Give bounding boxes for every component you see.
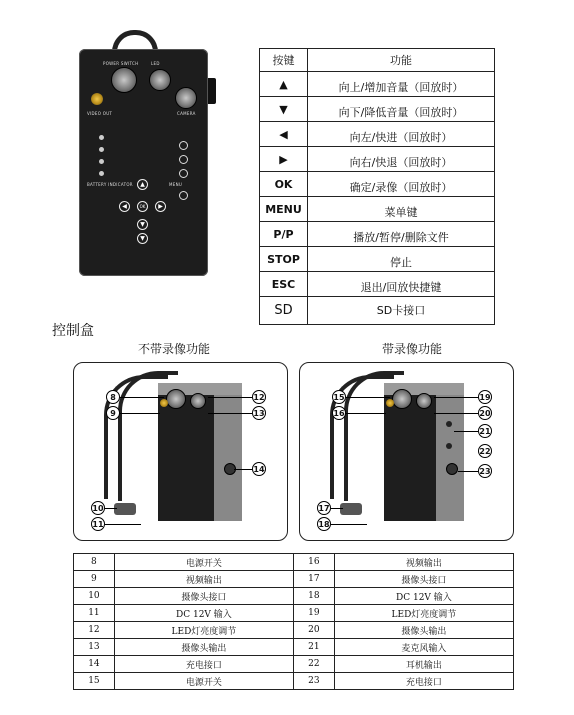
part-number: 23 bbox=[293, 673, 334, 690]
key-cell: MENU bbox=[260, 197, 308, 222]
callout-leader bbox=[234, 469, 252, 470]
camera-connector[interactable] bbox=[175, 87, 197, 109]
mic-input[interactable] bbox=[446, 421, 452, 427]
callout-20: 20 bbox=[478, 406, 492, 420]
control-box-front bbox=[384, 395, 436, 521]
video-out-jack[interactable] bbox=[91, 93, 103, 105]
part-desc: 视频输出 bbox=[114, 571, 293, 588]
part-number: 8 bbox=[74, 554, 115, 571]
callout-leader bbox=[331, 524, 367, 525]
part-number: 15 bbox=[74, 673, 115, 690]
part-desc: 电源开关 bbox=[114, 673, 293, 690]
part-desc: 视频输出 bbox=[334, 554, 513, 571]
subtitle-no-record: 不带录像功能 bbox=[138, 342, 211, 356]
stop-button[interactable] bbox=[179, 155, 188, 164]
callout-15: 15 bbox=[332, 390, 346, 404]
callout-leader bbox=[208, 413, 252, 414]
part-desc: 充电接口 bbox=[114, 656, 293, 673]
pp-button[interactable] bbox=[179, 141, 188, 150]
callout-17: 17 bbox=[317, 501, 331, 515]
callout-leader bbox=[434, 397, 478, 398]
part-number: 16 bbox=[293, 554, 334, 571]
section-title: 控制盒 bbox=[52, 323, 94, 339]
battery-led bbox=[99, 171, 104, 176]
function-cell: 向右/快退（回放时） bbox=[308, 147, 495, 172]
power-knob[interactable] bbox=[111, 67, 137, 93]
callout-leader bbox=[208, 397, 252, 398]
part-desc: 摄像头输出 bbox=[334, 622, 513, 639]
part-number: 22 bbox=[293, 656, 334, 673]
battery-led bbox=[99, 147, 104, 152]
callout-leader bbox=[120, 397, 164, 398]
part-desc: 电源开关 bbox=[114, 554, 293, 571]
control-box-front bbox=[158, 395, 214, 521]
panel-label-camera: CAMERA bbox=[177, 111, 196, 116]
key-cell: SD bbox=[260, 297, 308, 325]
part-desc: 摄像头接口 bbox=[334, 571, 513, 588]
panel-label-battery: BATTERY INDICATOR bbox=[87, 182, 133, 187]
left-button[interactable]: ◀ bbox=[119, 201, 130, 212]
function-cell: 播放/暂停/删除文件 bbox=[308, 222, 495, 247]
panel-label-menu: MENU bbox=[169, 182, 183, 187]
panel-label-led: LED bbox=[151, 61, 160, 66]
power-knob[interactable] bbox=[166, 389, 186, 409]
callout-leader bbox=[458, 471, 478, 472]
earphone-output[interactable] bbox=[446, 443, 452, 449]
callout-16: 16 bbox=[332, 406, 346, 420]
part-desc: LED灯亮度调节 bbox=[334, 605, 513, 622]
callout-12: 12 bbox=[252, 390, 266, 404]
part-desc: 充电接口 bbox=[334, 673, 513, 690]
cable-plug bbox=[114, 503, 136, 515]
function-cell: 确定/录像（回放时） bbox=[308, 172, 495, 197]
key-cell: STOP bbox=[260, 247, 308, 272]
video-out-jack[interactable] bbox=[160, 399, 168, 407]
key-cell: ESC bbox=[260, 272, 308, 297]
part-number: 12 bbox=[74, 622, 115, 639]
key-header: 按键 bbox=[260, 49, 308, 72]
callout-leader bbox=[105, 508, 117, 509]
function-cell: 向下/降低音量（回放时） bbox=[308, 97, 495, 122]
part-number: 18 bbox=[293, 588, 334, 605]
key-cell: ◀ bbox=[260, 122, 308, 147]
function-cell: 菜单键 bbox=[308, 197, 495, 222]
down-button[interactable]: ▼ bbox=[137, 219, 148, 230]
cable-plug bbox=[340, 503, 362, 515]
control-panel-photo bbox=[79, 49, 208, 276]
part-number: 21 bbox=[293, 639, 334, 656]
charge-port[interactable] bbox=[446, 463, 458, 475]
key-cell: ▲ bbox=[260, 72, 308, 97]
part-number: 9 bbox=[74, 571, 115, 588]
key-cell: P/P bbox=[260, 222, 308, 247]
led-knob[interactable] bbox=[149, 69, 171, 91]
part-number: 19 bbox=[293, 605, 334, 622]
function-header: 功能 bbox=[308, 49, 495, 72]
menu-button[interactable] bbox=[179, 191, 188, 200]
callout-11: 11 bbox=[91, 517, 105, 531]
power-knob[interactable] bbox=[392, 389, 412, 409]
up-button[interactable]: ▲ bbox=[137, 179, 148, 190]
function-cell: 退出/回放快捷键 bbox=[308, 272, 495, 297]
part-desc: 摄像头输出 bbox=[114, 639, 293, 656]
frame-no-record bbox=[73, 362, 288, 541]
callout-18: 18 bbox=[317, 517, 331, 531]
callout-22: 22 bbox=[478, 444, 492, 458]
key-cell: ▼ bbox=[260, 97, 308, 122]
subtitle-with-record: 带录像功能 bbox=[382, 342, 443, 356]
function-cell: SD卡接口 bbox=[308, 297, 495, 325]
part-number: 13 bbox=[74, 639, 115, 656]
down2-button[interactable]: ▼ bbox=[137, 233, 148, 244]
part-desc: LED灯亮度调节 bbox=[114, 622, 293, 639]
part-desc: 麦克风输入 bbox=[334, 639, 513, 656]
part-desc: DC 12V 输入 bbox=[334, 588, 513, 605]
panel-label-power-switch: POWER SWITCH bbox=[103, 61, 139, 66]
callout-leader bbox=[454, 431, 478, 432]
part-number: 10 bbox=[74, 588, 115, 605]
part-number: 20 bbox=[293, 622, 334, 639]
part-desc: DC 12V 输入 bbox=[114, 605, 293, 622]
key-function-table bbox=[259, 48, 495, 325]
battery-led bbox=[99, 135, 104, 140]
callout-leader bbox=[331, 508, 343, 509]
callout-10: 10 bbox=[91, 501, 105, 515]
callout-9: 9 bbox=[106, 406, 120, 420]
part-number: 17 bbox=[293, 571, 334, 588]
callout-8: 8 bbox=[106, 390, 120, 404]
video-out-jack[interactable] bbox=[386, 399, 394, 407]
function-cell: 停止 bbox=[308, 247, 495, 272]
camera-connector[interactable] bbox=[190, 393, 206, 409]
key-cell: OK bbox=[260, 172, 308, 197]
callout-23: 23 bbox=[478, 464, 492, 478]
callout-leader bbox=[120, 413, 160, 414]
part-desc: 耳机输出 bbox=[334, 656, 513, 673]
part-desc: 摄像头接口 bbox=[114, 588, 293, 605]
callout-14: 14 bbox=[252, 462, 266, 476]
function-cell: 向左/快进（回放时） bbox=[308, 122, 495, 147]
battery-led bbox=[99, 159, 104, 164]
callout-21: 21 bbox=[478, 424, 492, 438]
function-cell: 向上/增加音量（回放时） bbox=[308, 72, 495, 97]
callout-leader bbox=[346, 413, 386, 414]
callout-leader bbox=[434, 413, 478, 414]
part-number: 14 bbox=[74, 656, 115, 673]
callout-13: 13 bbox=[252, 406, 266, 420]
callout-19: 19 bbox=[478, 390, 492, 404]
callout-leader bbox=[346, 397, 390, 398]
callout-leader bbox=[105, 524, 141, 525]
key-cell: ▶ bbox=[260, 147, 308, 172]
parts-table bbox=[73, 553, 514, 690]
panel-label-video-out: VIDEO OUT bbox=[87, 111, 113, 116]
frame-with-record bbox=[299, 362, 514, 541]
part-number: 11 bbox=[74, 605, 115, 622]
esc-button[interactable] bbox=[179, 169, 188, 178]
ok-button[interactable]: OK bbox=[137, 201, 148, 212]
right-button[interactable]: ▶ bbox=[155, 201, 166, 212]
camera-connector[interactable] bbox=[416, 393, 432, 409]
